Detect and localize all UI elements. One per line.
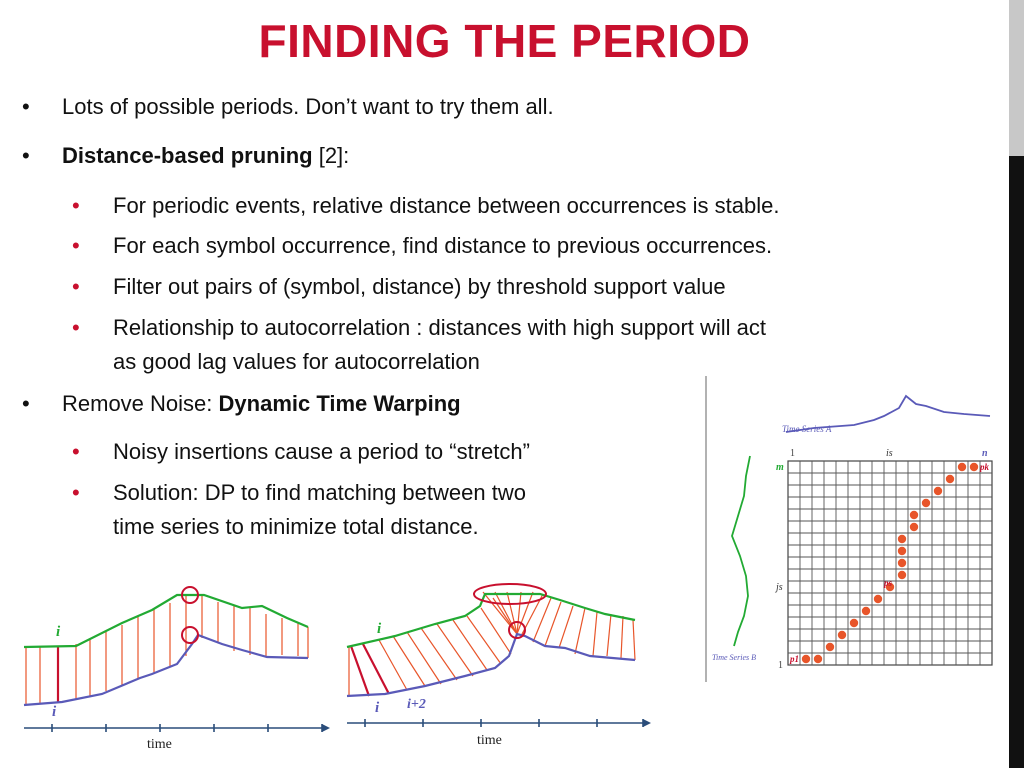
bullet-citation: [2]: — [312, 143, 350, 168]
sub-bullet-text: For each symbol occurrence, find distance to previous occurrences. — [113, 233, 773, 258]
bullet-text — [62, 143, 349, 169]
sub-bullet-glyph: • — [72, 315, 80, 340]
bullet-plain-text: Remove Noise: — [62, 391, 219, 416]
sub-bullet-text-cont: as good lag values for autocorrelation — [113, 349, 480, 374]
sub-bullet-text: For periodic events, relative distance between occurrences is stable. — [113, 193, 780, 218]
slide-title: FINDING THE PERIOD — [258, 15, 751, 67]
label-i-bottom: i — [52, 704, 57, 720]
time-axis — [24, 724, 322, 732]
dtw-matching-figure — [345, 578, 655, 758]
time-series-b — [732, 456, 750, 646]
sub-bullet-glyph: • — [72, 233, 80, 258]
label-i-top: i — [56, 624, 61, 640]
vertical-match-lines — [26, 596, 308, 704]
bullet-glyph: • — [22, 143, 30, 168]
bullet-glyph: • — [22, 391, 30, 416]
axis-label-time: time — [147, 737, 172, 752]
warped-match-lines — [349, 592, 635, 696]
sub-bullet-text: Relationship to autocorrelation : distances with high support will act — [113, 315, 767, 340]
sub-bullet-glyph: • — [72, 274, 80, 299]
row-label-m: m — [776, 462, 784, 473]
label-i-plus-2: i+2 — [407, 697, 426, 712]
warping-path-dots — [802, 463, 978, 663]
bullet-glyph: • — [22, 94, 30, 119]
row-label-1: 1 — [778, 660, 783, 671]
sub-bullet-glyph: • — [72, 439, 80, 464]
bullet-bold-text: Distance-based pruning — [62, 143, 313, 168]
sub-bullet-text-cont: time series to minimize total distance. — [113, 514, 479, 539]
sub-bullet-text: Solution: DP to find matching between two — [113, 480, 526, 505]
point-label-ps: ps — [884, 578, 893, 588]
axis-label-time: time — [477, 733, 502, 748]
col-label-is: is — [886, 448, 893, 459]
col-label-1: 1 — [790, 448, 795, 459]
bottom-series — [347, 634, 635, 696]
label-i-top: i — [377, 621, 382, 637]
sub-bullet-glyph: • — [72, 193, 80, 218]
row-label-js: js — [776, 582, 783, 593]
sub-bullet-glyph: • — [72, 480, 80, 505]
col-label-n: n — [982, 448, 988, 459]
slide-edge-bar-top — [1009, 0, 1024, 156]
bullet-text: Lots of possible periods. Don’t want to try them all. — [62, 94, 554, 119]
bullet-bold-text: Dynamic Time Warping — [218, 391, 461, 416]
point-label-p1: p1 — [790, 654, 799, 664]
slide-edge-bar — [1009, 0, 1024, 768]
alignment-grid — [788, 461, 992, 665]
series-b-label: Time Series B — [712, 653, 756, 662]
bullet-text — [62, 391, 461, 417]
series-a-label: Time Series A — [782, 424, 832, 434]
euclidean-matching-figure — [22, 578, 332, 758]
point-label-pk: pk — [980, 462, 989, 472]
dtw-grid-figure — [704, 376, 1004, 682]
sub-bullet-text: Noisy insertions cause a period to “stretch” — [113, 439, 530, 464]
sub-bullet-text: Filter out pairs of (symbol, distance) by threshold support value — [113, 274, 726, 299]
label-i-bottom: i — [375, 700, 380, 716]
time-axis — [347, 719, 643, 727]
